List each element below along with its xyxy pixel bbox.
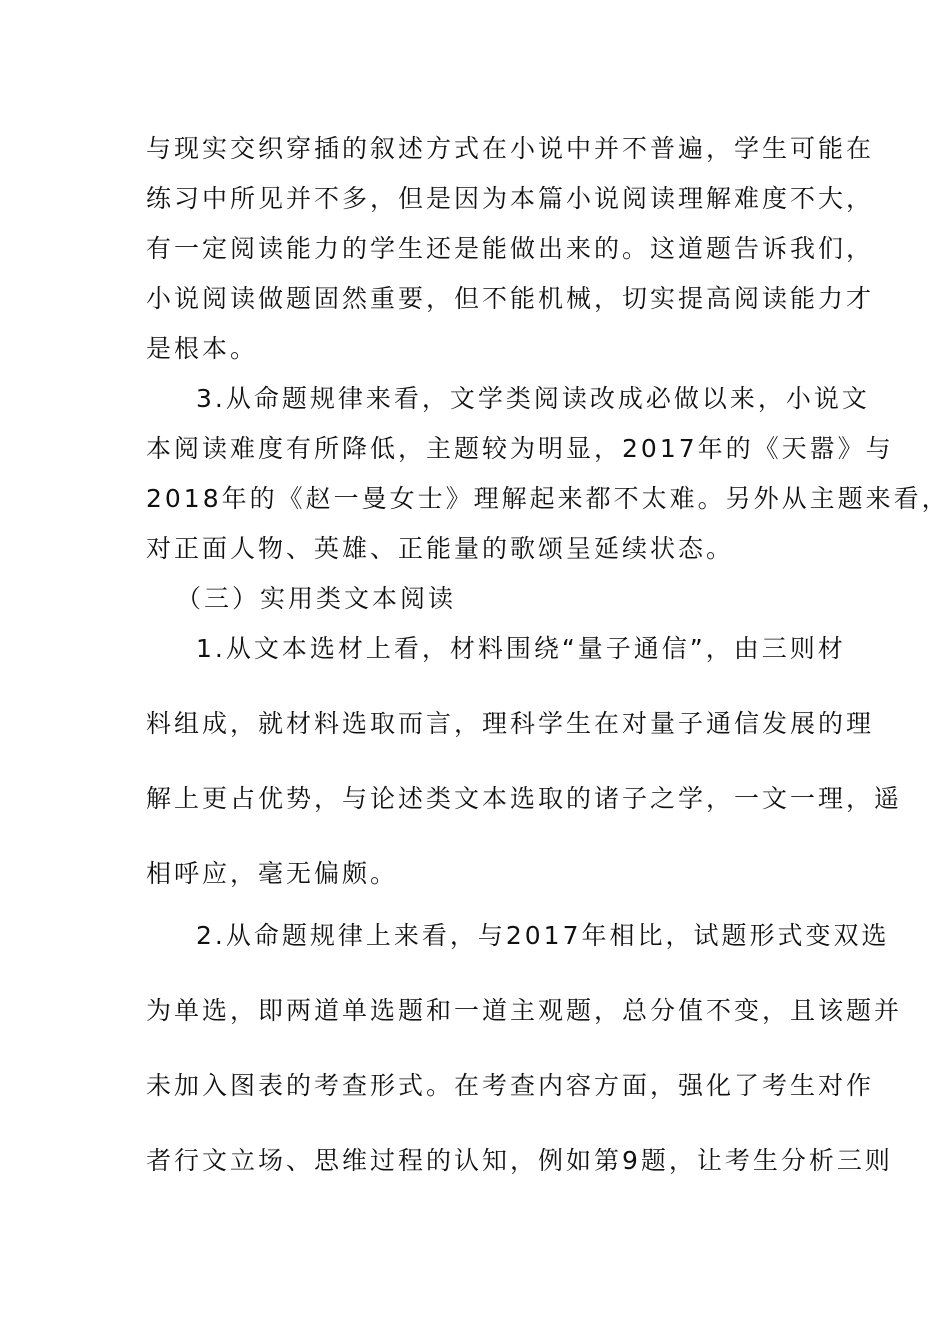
text-line: 小说阅读做题固然重要，但不能机械，切实提高阅读能力才 [146, 284, 875, 313]
text-line: 对正面人物、英雄、正能量的歌颂呈延续状态。 [146, 534, 735, 563]
section-heading: （三）实用类文本阅读 [176, 584, 457, 613]
text-line: 解上更占优势，与论述类文本选取的诸子之学，一文一理，遥 [146, 784, 903, 813]
text-line: 1.从文本选材上看，材料围绕“量子通信”，由三则材 [196, 634, 846, 663]
text-line: 有一定阅读能力的学生还是能做出来的。这道题告诉我们， [146, 234, 875, 263]
text-line: 2.从命题规律上来看，与2017年相比，试题形式变双选 [196, 921, 890, 950]
text-line: 3.从命题规律来看，文学类阅读改成必做以来，小说文 [196, 384, 870, 413]
text-line: 是根本。 [146, 334, 259, 363]
text-line: 本阅读难度有所降低，主题较为明显，2017年的《天嚣》与 [146, 434, 894, 463]
text-line: 者行文立场、思维过程的认知，例如第9题，让考生分析三则 [146, 1146, 893, 1175]
text-line: 料组成，就材料选取而言，理科学生在对量子通信发展的理 [146, 709, 875, 738]
text-line: 2018年的《赵一曼女士》理解起来都不太难。另外从主题来看， [146, 484, 950, 513]
text-line: 与现实交织穿插的叙述方式在小说中并不普遍，学生可能在 [146, 134, 875, 163]
text-line: 相呼应，毫无偏颇。 [146, 859, 399, 888]
text-line: 为单选，即两道单选题和一道主观题，总分值不变，且该题并 [146, 996, 903, 1025]
text-line: 练习中所见并不多，但是因为本篇小说阅读理解难度不大， [146, 184, 875, 213]
text-line: 未加入图表的考查形式。在考查内容方面，强化了考生对作 [146, 1071, 875, 1100]
